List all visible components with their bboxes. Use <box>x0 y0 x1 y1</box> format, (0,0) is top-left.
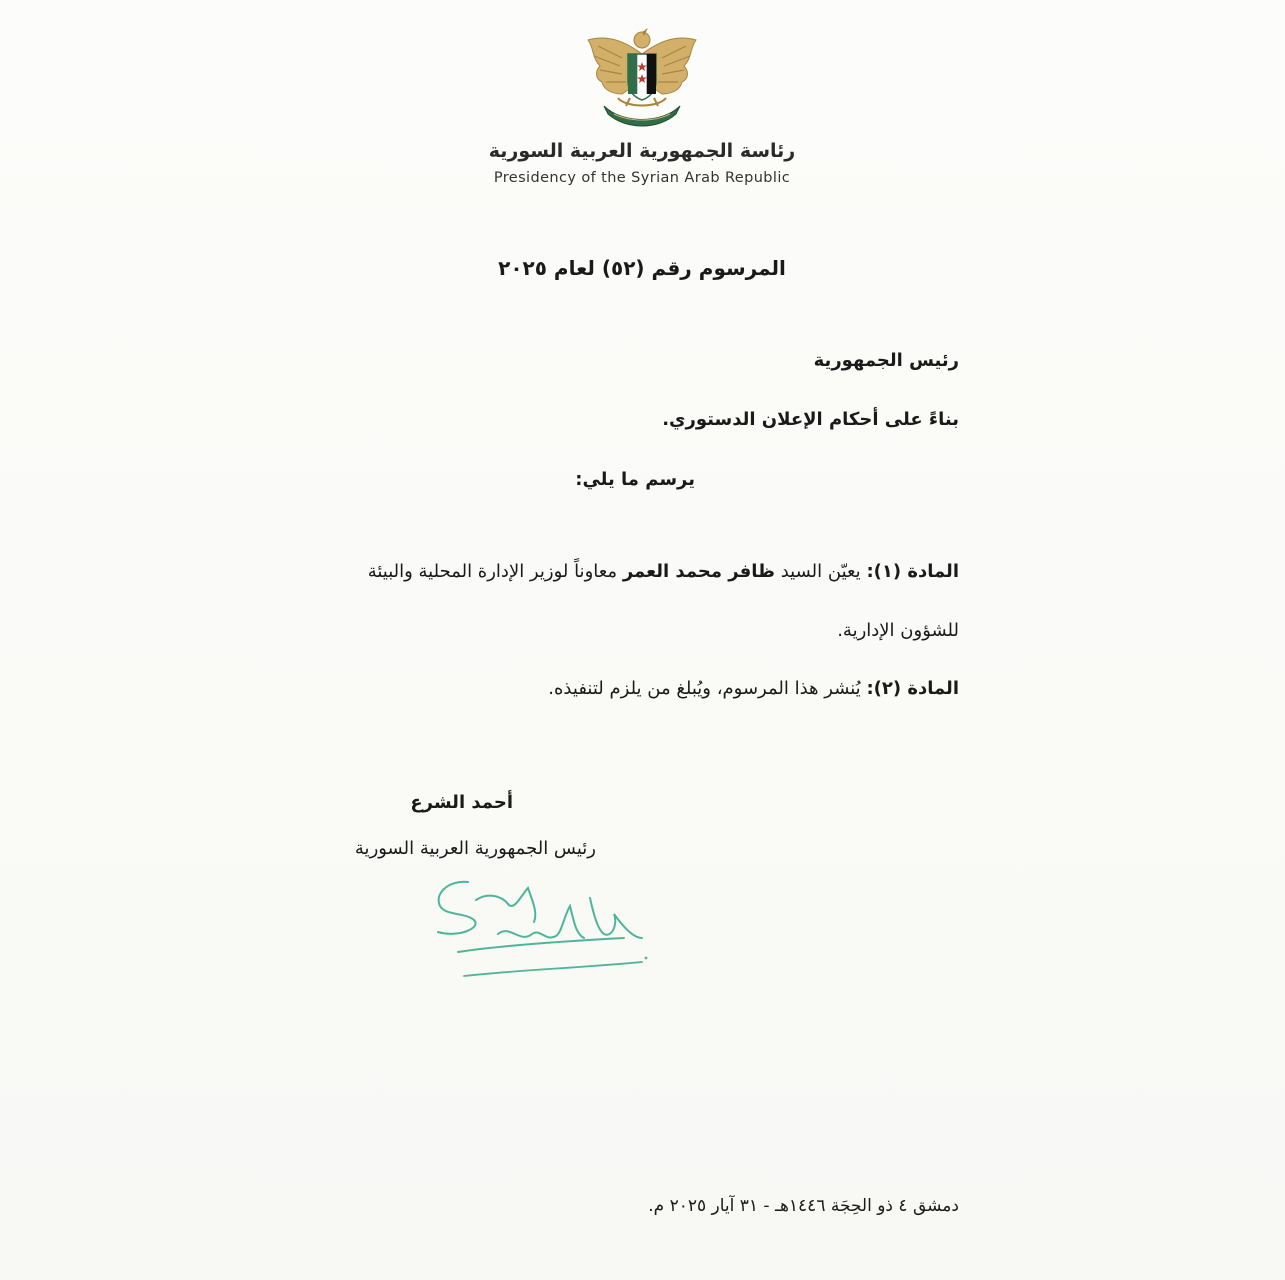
article-1 <box>368 561 959 582</box>
eagle-emblem-icon <box>578 24 706 132</box>
handwritten-signature <box>428 872 652 988</box>
decrees-label: يرسم ما يلي: <box>575 469 695 490</box>
issuer-line: رئيس الجمهورية <box>813 350 959 371</box>
basis-line: بناءً على أحكام الإعلان الدستوري. <box>662 409 959 430</box>
signatory-position: رئيس الجمهورية العربية السورية <box>354 838 596 859</box>
article-1-label: المادة (١): <box>866 561 959 582</box>
presidency-title-arabic: رئاسة الجمهورية العربية السورية <box>488 140 796 162</box>
article-2-text: يُنشر هذا المرسوم، ويُبلغ من يلزم لتنفيذه. <box>548 678 861 699</box>
article-1-text-after: معاوناً لوزير الإدارة المحلية والبيئة <box>367 561 618 582</box>
decree-title: المرسوم رقم (٥٢) لعام ٢٠٢٥ <box>498 256 786 280</box>
article-1-text-before: يعيّن السيد <box>780 561 861 582</box>
article-2-label: المادة (٢): <box>866 678 959 699</box>
decree-date: دمشق ٤ ذو الحِجَة ١٤٤٦هـ - ٣١ آيار ٢٠٢٥ م. <box>648 1196 959 1216</box>
article-2 <box>548 678 959 699</box>
article-1-continuation: للشؤون الإدارية. <box>837 620 959 641</box>
signatory-name: أحمد الشرع <box>410 792 513 813</box>
presidency-title-english: Presidency of the Syrian Arab Republic <box>493 170 791 186</box>
appointee-name: ظافر محمد العمر <box>622 561 775 582</box>
